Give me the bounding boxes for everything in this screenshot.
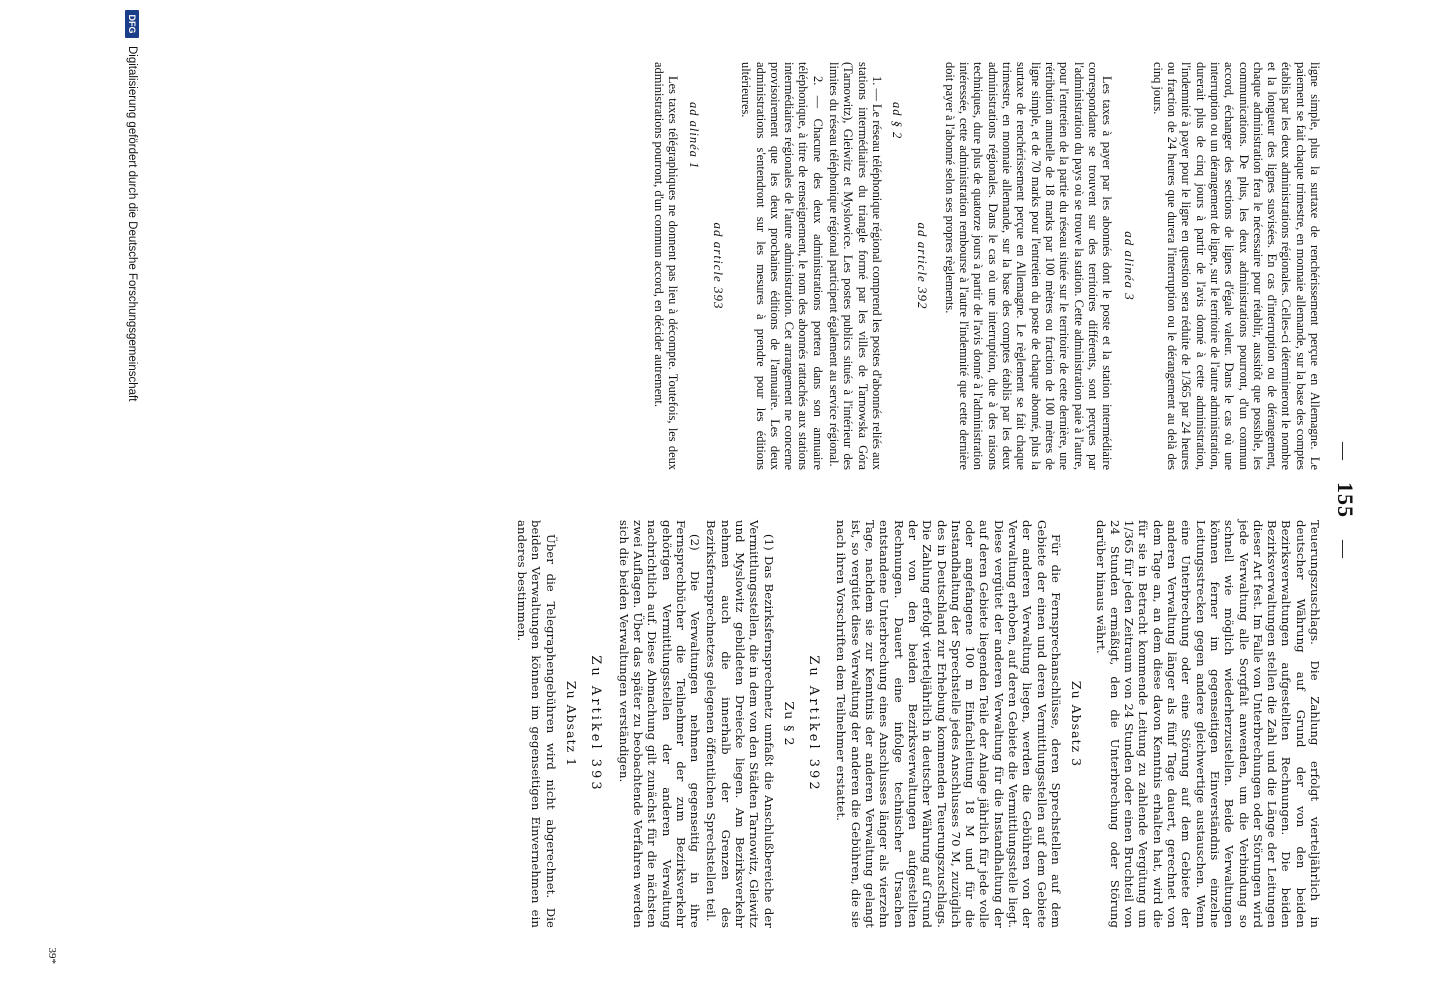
- de-heading-absatz1: Zu Absatz 1: [564, 680, 580, 768]
- digitization-footer: [120, 10, 144, 990]
- fr-par2-item1: 1. — Le réseau téléphonique régional comprend les postes d'abonnés reliés aux stations intermédiaires du triangle formé par les villes de Tarnowska Góra (Tarnowitz), Gleiwitz et Myslowice. Les postes publics situés à l'intérieur des limites du réseau téléphonique régional participent également au service régional.: [827, 62, 884, 470]
- page-number: 155: [1333, 482, 1358, 518]
- running-head: [1332, 0, 1358, 1000]
- de-heading-absatz3: Zu Absatz 3: [1069, 680, 1085, 768]
- digitization-credit: Digitalisierung gefördert durch die Deutsche Forschungsgemeinschaft: [126, 46, 138, 402]
- de-heading-par2: Zu § 2: [781, 701, 797, 747]
- fr-heading-article392: ad article 392: [914, 222, 930, 310]
- de-intro-paragraph: Teuerungszuschlags. Die Zahlung erfolgt vierteljährlich in deutscher Währung auf Grund der von den beiden Bezirksverwaltungen aufgestellten Rechnungen. Die beiden Bezirksverwaltungen stellen die Zahl und die Länge der Leitungen dieser Art fest. Im Falle von Unterbrechungen oder Störungen wird jede Verwaltung alle Sorgfalt anwenden, um die Verbindung so schnell wie möglich wiederherzustellen. Beide Verwaltungen können ferner im gegenseitigen Einverständnis einzelne Leitungsstrecken gegen andere gleichwertige austauschen. Wenn eine Unterbrechung oder eine Störung auf dem Gebiete der anderen Verwaltung länger als fünf Tage dauert, gerechnet von dem Tage an, an dem diese davon Kenntnis erhalten hat, wird die für sie in Betracht kommende Leitung zu zahlende Vergütung um 1/365 für jeden Zeitraum von 24 Stunden oder einen Bruchteil von 24 Stunden ermäßigt, den die Unterbrechung oder Störung darüber hinaus währt.: [1093, 520, 1322, 928]
- fr-par2-item2: 2. — Chacune des deux administrations portera dans son annuaire téléphonique, à titre de renseignement, le nom des abonnés rattachés aux stations intermédiaires régionales de l'autre administration. Cet arrangement ne concerne provisoirement que les deux prochaines éditions de l'annuaire. Les deux administrations s'entendront sur les mesures à prendre pour les éditions ultérieures.: [739, 62, 825, 470]
- de-par2-item2: (2) Die Verwaltungen nehmen gegenseitig in ihre Fernsprechbücher die Teilnehmer der zum Bezirksverkehr gehörigen Vermittlungsstellen der anderen Verwaltung nachrichtlich auf. Diese Abmachung gilt zunächst für die nächsten zwei Auflagen. Über das später zu beobachtende Verfahren werden sich die beiden Verwaltungen verständigen.: [616, 520, 703, 928]
- de-heading-article392: Zu Artikel 392: [806, 655, 822, 793]
- french-column: [650, 62, 1322, 470]
- signature-mark: 39*: [46, 947, 58, 964]
- fr-heading-article393: ad article 393: [711, 222, 727, 310]
- de-heading-article393: Zu Artikel 393: [588, 655, 604, 793]
- running-head-dash-left: —: [1334, 442, 1354, 460]
- de-par2-item1: (1) Das Bezirksfernsprechnetz umfaßt die Anschlußbereiche der Vermittlungsstellen, die in dem von den Städten Tarnowitz, Gleiwitz und Myslowitz gebildeten Dreiecke liegen. Am Bezirksverkehr nehmen auch die innerhalb der Grenzen des Bezirksfernsprechnetzes gelegenen öffentlichen Sprechstellen teil.: [704, 520, 776, 928]
- german-column: [513, 520, 1322, 928]
- dfg-logo-icon: DFG: [125, 10, 139, 38]
- fr-heading-alinea1: ad alinéa 1: [686, 102, 701, 170]
- fr-heading-par2: ad § 2: [890, 102, 905, 140]
- fr-heading-alinea3: ad alinéa 3: [1122, 231, 1138, 301]
- fr-alinea3-paragraph: Les taxes à payer par les abonnés dont le poste et la station intermédiaire correspondante se trouvent sur des territoires différents, sont perçues par l'administration du pays où se trouve la station. Cette administration paie à l'autre, pour l'entretien de la partie du réseau située sur le territoire de cette dernière, une rétribution annuelle de 18 marks par 100 mètres ou fraction de 100 mètres de ligne simple, et de 70 marks pour l'entretien du poste de chaque abonné, plus la surtaxe de renchérissement perçue en Allemagne. Le règlement se fait chaque trimestre, en monnaie allemande, sur la base des comptes établis par les deux administrations régionales. Dans le cas où une interruption, due à des raisons techniques, dure plus de quatorze jours à partir de l'avis donné à l'administration intéressée, cette administration rembourse à l'autre l'indemnité que cette dernière doit payer à l'abonné selon ses propres règlements.: [942, 62, 1115, 470]
- fr-intro-paragraph: ligne simple, plus la surtaxe de renchérissement perçue en Allemagne. Le paiement se fait chaque trimestre, en monnaie allemande, sur la base des comptes établis par les deux administrations régionales. Celles-ci détermineront le nombre et la longueur des lignes susvisées. En cas d'interruption ou de dérangement, chaque administration fera le nécessaire pour rétablir, aussitôt que possible, les communications. De plus, les deux administrations pourront, d'un commun accord, échanger des sections de lignes d'égale valeur. Dans le cas où une interruption ou un dérangement de ligne, sur le territoire de l'autre administration, durerait plus de cinq jours à partir de l'avis donné à cette administration, l'indemnité à payer pour le ligne en question sera réduite de 1/365 par 24 heures ou fraction de 24 heures que durera l'interruption ou le dérangement au delà des cinq jours.: [1150, 62, 1322, 470]
- de-absatz1-paragraph: Über die Telegraphengebühren wird nicht abgerechnet. Die beiden Verwaltungen können im gegenseitigen Einvernehmen ein anderes bestimmen.: [515, 520, 558, 928]
- fr-alinea1-paragraph: Les taxes télégraphiques ne donnent pas lieu à décompte. Toutefois, les deux administrations pourront, d'un commun accord, en décider autrement.: [652, 62, 681, 470]
- de-absatz3-paragraph: Für die Fernsprechanschlüsse, deren Sprechstellen auf dem Gebiete der einen und deren Vermittlungsstellen auf dem Gebiete der anderen Verwaltung liegen, werden die Gebühren von der Verwaltung erhoben, auf deren Gebiete die Vermittlungsstelle liegt. Diese vergütet der anderen Verwaltung für die Instandhaltung der auf deren Gebiete liegenden Teile der Anlage jährlich für jede volle oder angefangene 100 m Einfachleitung 18 M und für die Instandhaltung der Sprechstelle jedes Anschlusses 70 M, zuzüglich des in Deutschland zur Erhebung kommenden Teuerungszuschlags. Die Zahlung erfolgt vierteljährlich in deutscher Währung auf Grund der von den beiden Bezirksverwaltungen aufgestellten Rechnungen. Dauert eine infolge technischer Ursachen entstandene Unterbrechung eines Anschlusses länger als vierzehn Tage, nachdem sie zur Kenntnis der anderen Verwaltung gelangt ist, so vergütet diese Verwaltung der anderen die Gebühren, die sie nach ihren Vorschriften dem Teilnehmer erstattet.: [834, 520, 1063, 928]
- running-head-dash-right: —: [1334, 540, 1354, 558]
